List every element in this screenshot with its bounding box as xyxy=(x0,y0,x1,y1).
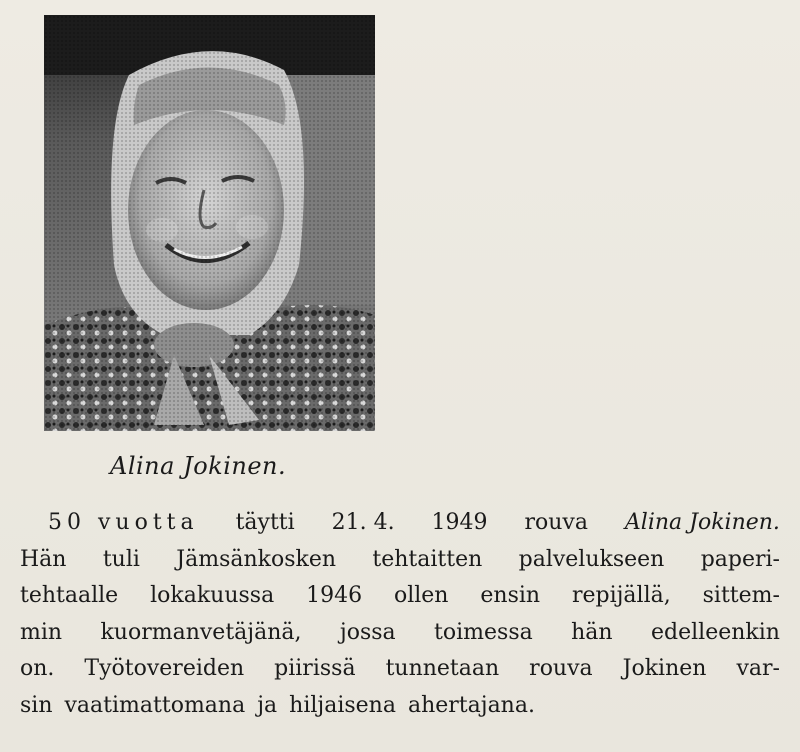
article-line-6 xyxy=(20,688,780,725)
article-word: repijällä, xyxy=(571,583,671,608)
article-word: kuormanvetäjänä, xyxy=(100,619,302,645)
article-word: toimessa xyxy=(434,619,533,645)
article-text: 50 vuotta xyxy=(48,510,199,535)
article-text: 1949 xyxy=(431,510,488,535)
article-word: sin xyxy=(20,692,53,718)
article-word: ensin xyxy=(480,583,541,608)
article-line-4 xyxy=(20,615,780,652)
article-text: täytti xyxy=(235,510,295,535)
article-word: vaatimattomana xyxy=(64,692,246,718)
article-body xyxy=(20,505,780,724)
article-word: sittem- xyxy=(702,583,780,608)
article-line-1 xyxy=(20,505,780,542)
article-word: palvelukseen xyxy=(518,546,665,572)
article-word: hiljaisena xyxy=(289,692,396,718)
article-word: ollen xyxy=(393,583,449,608)
article-text: rouva xyxy=(524,510,588,535)
article-word: Jokinen xyxy=(622,656,707,681)
article-line-2 xyxy=(20,542,780,579)
article-word: var- xyxy=(736,656,780,681)
article-word: tehtaalle xyxy=(20,583,119,608)
article-word: jossa xyxy=(339,619,396,645)
article-word: tuli xyxy=(102,546,140,572)
article-word: Hän xyxy=(20,546,67,572)
article-word: 1946 xyxy=(306,583,363,608)
article-word: on. xyxy=(20,656,55,681)
portrait-photo-illustration xyxy=(44,15,375,431)
article-text: 21. 4. xyxy=(331,510,395,535)
article-word: tunnetaan xyxy=(385,656,500,681)
article-word: edelleenkin xyxy=(651,619,780,645)
article-word: piirissä xyxy=(274,656,356,681)
article-name-italic: Alina Jokinen. xyxy=(624,510,780,535)
article-line-3 xyxy=(20,578,780,615)
article-word: Jämsänkosken xyxy=(176,546,337,572)
article-word: ahertajana. xyxy=(407,692,535,718)
article-word: hän xyxy=(571,619,613,645)
article-line-5 xyxy=(20,651,780,688)
article-word: ja xyxy=(257,692,278,718)
article-word: paperi- xyxy=(700,546,780,572)
article-word: rouva xyxy=(529,656,593,681)
portrait-photo xyxy=(44,15,375,431)
article-word: tehtaitten xyxy=(372,546,483,572)
article-word: Työtovereiden xyxy=(84,656,245,681)
article-word: lokakuussa xyxy=(150,583,275,608)
article-word: min xyxy=(20,619,63,645)
photo-caption: Alina Jokinen. xyxy=(110,452,287,480)
